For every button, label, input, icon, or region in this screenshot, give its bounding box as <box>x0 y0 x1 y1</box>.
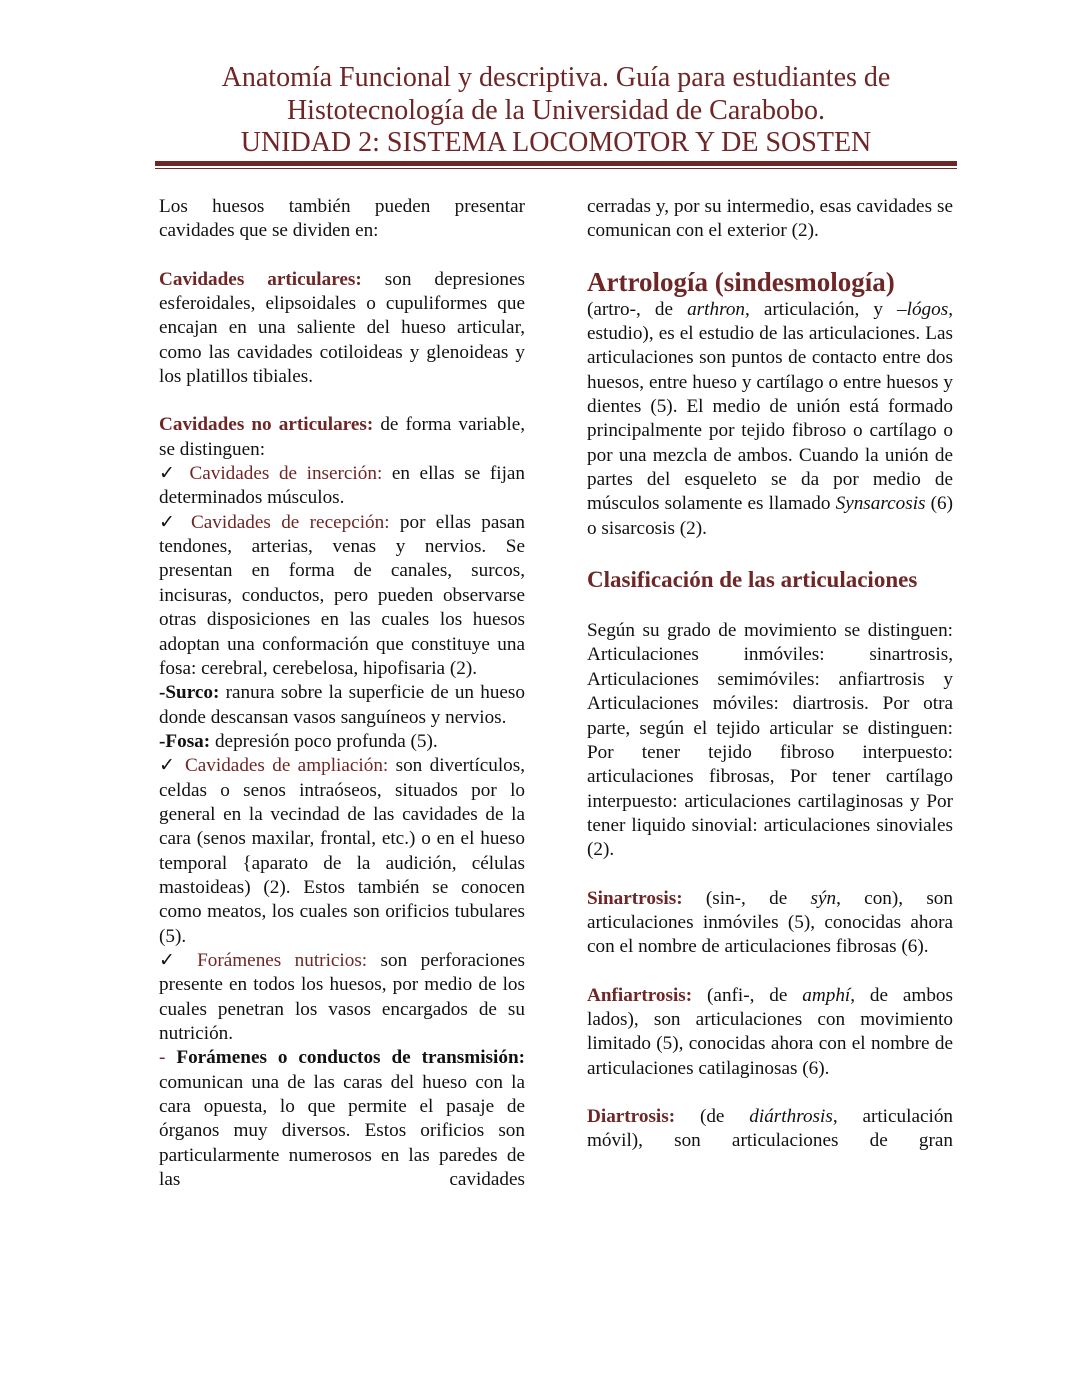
body-text: ✓ <box>159 755 185 777</box>
body-text: ✓ <box>159 949 198 971</box>
body-text: , articulación móvil), son articulaciones de gran <box>587 1105 954 1152</box>
header-rule-thin <box>155 168 957 169</box>
paragraph <box>587 887 953 960</box>
paragraph <box>159 949 525 1046</box>
left-column <box>159 195 525 1192</box>
term-label: Cavidades no articulares: <box>159 414 374 436</box>
header-line: Anatomía Funcional y descriptiva. Guía para estudiantes de <box>221 62 891 93</box>
term-label: Anfiartrosis: <box>587 984 693 1006</box>
body-text: ranura sobre la superficie de un hueso donde descansan vasos sanguíneos y nervios. <box>159 682 525 728</box>
right-column <box>587 195 953 1154</box>
term-label: Forámenes nutricios: <box>197 949 368 971</box>
italic-term: sýn <box>810 887 837 909</box>
term-label: Sinartrosis: <box>587 887 683 909</box>
term-label: Cavidades de recepción: <box>190 511 390 533</box>
body-text: depresión poco profunda (5). <box>210 730 438 752</box>
term-label: -Fosa: <box>159 730 211 752</box>
body-text: (artro-, de <box>587 298 688 320</box>
body-text: ✓ <box>159 463 190 485</box>
body-text: de forma variable, se distinguen: <box>159 414 526 460</box>
paragraph <box>159 195 525 244</box>
body-text: Según su grado de movimiento se distinguen: Articulaciones inmóviles: sinartrosis, Articulaciones semimóviles: anfiartrosis y Articulaciones móviles: diartrosis. Por otra parte, según el tejido articular se distinguen: Por tener tejido fibroso interpuesto: articulaciones fibrosas, Por tener cartílago interpuesto: articulaciones cartilaginosas y Por tener liquido sinovial: articulaciones sinoviales (2). <box>587 620 953 861</box>
body-text: ✓ <box>159 511 191 533</box>
body-text: (anfi-, de <box>692 984 803 1006</box>
paragraph <box>159 413 525 462</box>
term-label: - <box>159 1047 177 1069</box>
paragraph <box>159 730 525 754</box>
italic-term: amphí <box>802 984 851 1006</box>
paragraph <box>159 754 525 949</box>
italic-term: diárthrosis <box>749 1105 833 1127</box>
body-text: en ellas se fijan determinados músculos. <box>159 463 526 509</box>
body-text: , con), son articulaciones inmóviles (5), conocidas ahora con el nombre de articulaciones fibrosas (6). <box>587 887 953 958</box>
section-heading: Artrología (sindesmología) <box>587 266 895 297</box>
body-text: son depresiones esferoidales, elipsoidales o cupuliformes que encajan en una saliente del hueso articular, como las cavidades cotiloideas y glenoideas y los platillos tibiales. <box>159 268 526 388</box>
paragraph <box>587 1105 953 1154</box>
paragraph <box>159 268 525 390</box>
body-text: , articulación, y – <box>745 298 907 320</box>
italic-term: Synsarcosis <box>835 493 926 515</box>
italic-term: lógos <box>906 298 949 320</box>
term-label: Diartrosis: <box>587 1105 676 1127</box>
body-text: , estudio), es el estudio de las articulaciones. Las articulaciones son puntos de contacto entre dos huesos, entre hueso y cartílago o entre huesos y dientes (5). El medio de unión está formado principalmente por tejido fibroso o cartílago o por una mezcla de ambos. Cuando la unión de partes del esqueleto se da por medio de músculos solamente es llamado <box>587 298 953 515</box>
body-text: comunican una de las caras del hueso con la cara opuesta, lo que permite el pasaje de órganos muy diversos. Estos orificios son particularmente numerosos en las paredes de las cavidades <box>159 1071 525 1191</box>
body-text: (6) o sisarcosis (2). <box>587 493 954 539</box>
term-label: -Surco: <box>159 682 220 704</box>
header-line: UNIDAD 2: SISTEMA LOCOMOTOR Y DE SOSTEN <box>240 127 872 158</box>
body-text: Los huesos también pueden presentar cavidades que se dividen en: <box>159 196 525 242</box>
body-text: son divertículos, celdas o senos intraóseos, situados por lo general en la vecindad de las cavidades de la cara (senos maxilar, frontal, etc.) o en el hueso temporal {aparato de la audición, células mastoideas) (2). Estos también se conocen como meatos, los cuales son orificios tubulares (5). <box>159 755 526 947</box>
paragraph <box>587 984 953 1081</box>
term-label: Cavidades de inserción: <box>189 463 383 485</box>
subsection-heading: Clasificación de las articulaciones <box>587 567 918 593</box>
paragraph <box>587 195 953 244</box>
paragraph <box>159 681 525 730</box>
term-label: Cavidades de ampliación: <box>184 755 389 777</box>
body-text: , de ambos lados), son articulaciones con movimiento limitado (5), conocidas ahora con el nombre de articulaciones catilaginosas (6). <box>587 984 953 1079</box>
term-label: Cavidades articulares: <box>159 268 362 290</box>
paragraph <box>159 462 525 511</box>
body-text: por ellas pasan tendones, arterias, venas y nervios. Se presentan en forma de canales, surcos, incisuras, conductos, pero pueden observarse otras disposiciones en las cuales los huesos adoptan una conformación que constituye una fosa: cerebral, cerebelosa, hipofisaria (2). <box>159 511 525 679</box>
body-text: (de <box>675 1105 750 1127</box>
header-rule-thick <box>155 161 957 166</box>
body-text: (sin-, de <box>682 887 811 909</box>
page-header <box>155 62 957 160</box>
paragraph <box>587 619 953 862</box>
body-text: son perforaciones presente en todos los huesos, por medio de los cuales penetran los vasos encargados de su nutrición. <box>159 949 526 1044</box>
paragraph <box>159 1046 525 1192</box>
paragraph <box>587 298 953 541</box>
paragraph <box>159 511 525 681</box>
italic-term: arthron <box>687 298 746 320</box>
header-line: Histotecnología de la Universidad de Carabobo. <box>286 94 826 126</box>
term-label: Forámenes o conductos de transmisión: <box>176 1047 525 1069</box>
body-text: cerradas y, por su intermedio, esas cavidades se comunican con el exterior (2). <box>587 196 953 242</box>
